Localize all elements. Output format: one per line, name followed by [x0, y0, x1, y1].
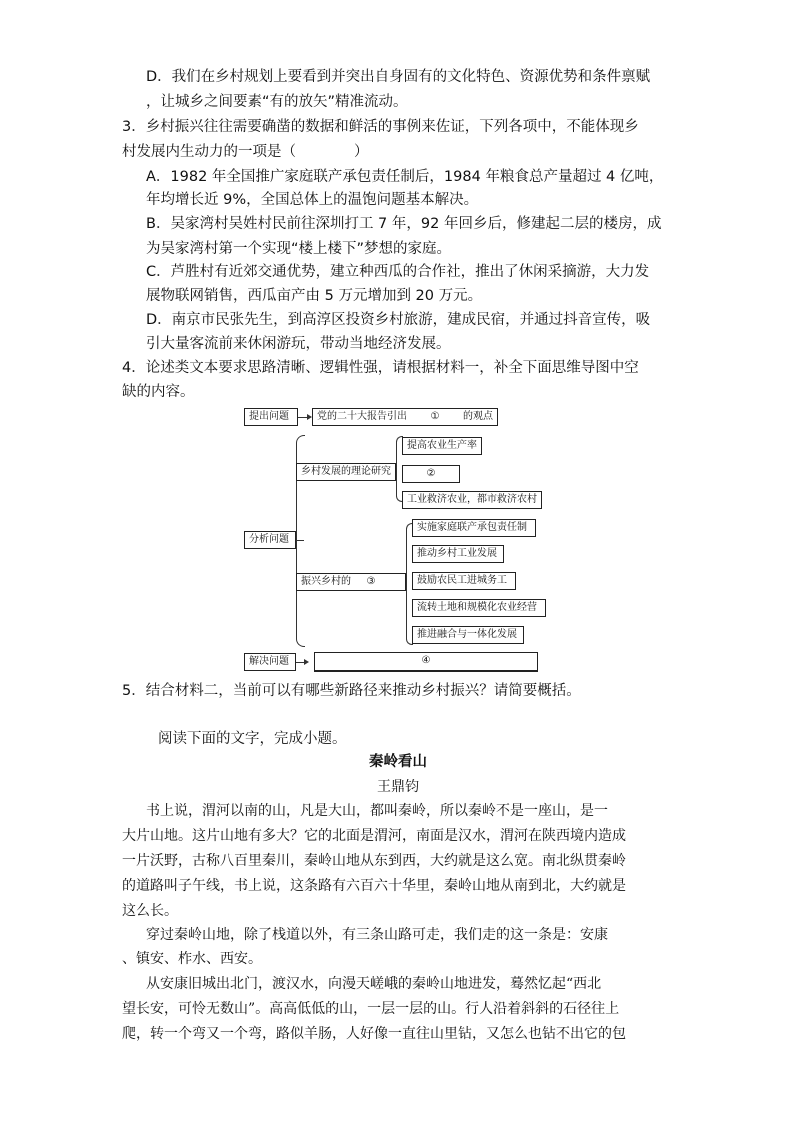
- passage-p2-line2: 、镇安、柞水、西安。: [122, 951, 262, 967]
- solve-problem-blank-box[interactable]: [314, 652, 538, 672]
- raise-suffix: 的观点: [463, 411, 493, 422]
- revive-item-2: [412, 545, 504, 563]
- raise-prefix: 党的二十大报告引出: [317, 411, 407, 422]
- revive-item-4: [412, 599, 546, 617]
- passage-p1-line1: 书上说，渭河以南的山，凡是大山，都叫秦岭，所以秦岭不是一座山，是一: [146, 803, 608, 819]
- raise-problem-box: [244, 408, 298, 426]
- revive-item-2-text: 推动乡村工业发展: [417, 548, 497, 559]
- blank-4[interactable]: ④: [421, 655, 431, 666]
- revive-item-3: [412, 572, 516, 590]
- reading-instruction: 阅读下面的文字，完成小题。: [158, 731, 347, 747]
- theory-item-1-text: 提高农业生产率: [407, 440, 477, 451]
- option-d-cont: 引大量客流前来休闲游玩，带动当地经济发展。: [146, 336, 451, 352]
- raise-problem-label: 提出问题: [249, 411, 289, 422]
- option-c: C．芦胜村有近郊交通优势，建立种西瓜的合作社，推出了休闲采摘游，大力发: [146, 264, 650, 280]
- passage-p1-line2: 大片山地。这片山地有多大？它的北面是渭河，南面是汉水，渭河在陕西境内造成: [122, 828, 626, 844]
- option-d-prev-line1: D．我们在乡村规划上要看到并突出自身固有的文化特色、资源优势和条件禀赋: [146, 69, 651, 85]
- blank-3[interactable]: ③: [351, 574, 391, 591]
- option-c-cont: 展物联网销售，西瓜亩产由 5 万元增加到 20 万元。: [146, 288, 483, 304]
- connector: [296, 662, 304, 663]
- passage-p3-line3: 爬，转一个弯又一个弯，路似羊肠，人好像一直往山里钻，又怎么也钻不出它的包: [122, 1026, 626, 1042]
- option-b-cont: 为吴家湾村第一个实现“楼上楼下”梦想的家庭。: [146, 241, 452, 257]
- question-3-stem: 3．乡村振兴往往需要确凿的数据和鲜活的事例来佐证，下列各项中，不能体现乡: [122, 119, 639, 135]
- theory-item-1: [402, 437, 482, 455]
- option-a: A．1982 年全国推广家庭联产承包责任制后，1984 年粮食总产量超过 4 亿吨，: [146, 169, 664, 185]
- mind-map: [240, 403, 550, 675]
- passage-p1-line4: 的道路叫子午线，书上说，这条路有六百六十华里，秦岭山地从南到北，大约就是: [122, 878, 626, 894]
- raise-problem-content-box: [312, 408, 498, 426]
- revive-item-5-text: 推进融合与一体化发展: [417, 629, 517, 640]
- revive-village-box: [296, 573, 406, 591]
- revive-item-1-text: 实施家庭联产承包责任制: [417, 522, 527, 533]
- theory-item-3: [402, 491, 542, 509]
- option-d-prev-line2: ，让城乡之间要素“有的放矢”精准流动。: [146, 94, 408, 110]
- passage-p1-line3: 一片沃野，古称八百里秦川，秦岭山地从东到西，大约就是这么宽。南北纵贯秦岭: [122, 853, 626, 869]
- option-a-cont: 年均增长近 9%，全国总体上的温饱问题基本解决。: [146, 192, 479, 208]
- blank-1[interactable]: ①: [407, 409, 463, 426]
- arrow-icon: [304, 659, 309, 665]
- blank-2[interactable]: ②: [426, 468, 436, 479]
- theory-research-label: 乡村发展的理论研究: [301, 466, 391, 477]
- question-5-stem: 5．结合材料二，当前可以有哪些新路径来推动乡村振兴？请简要概括。: [122, 683, 581, 699]
- option-b: B．吴家湾村吴姓村民前往深圳打工 7 年，92 年回乡后，修建起二层的楼房，成: [146, 216, 662, 232]
- passage-p3-line1: 从安康旧城出北门，渡汉水，向漫天嵯峨的秦岭山地进发，蓦然忆起“西北: [146, 976, 602, 992]
- passage-author: 王鼎钧: [377, 779, 419, 795]
- solve-problem-label: 解决问题: [249, 656, 289, 667]
- analyze-problem-box: [244, 531, 296, 549]
- option-d: D．南京市民张先生，到高淳区投资乡村旅游，建成民宿，并通过抖音宣传，吸: [146, 312, 651, 328]
- analyze-problem-label: 分析问题: [249, 534, 289, 545]
- passage-title: 秦岭看山: [369, 753, 427, 770]
- question-4-stem-cont: 缺的内容。: [122, 384, 195, 400]
- revive-item-1: [412, 519, 536, 537]
- revive-item-4-text: 流转土地和规模化农业经营: [417, 602, 537, 613]
- revive-item-3-text: 鼓励农民工进城务工: [417, 575, 507, 586]
- question-4-stem: 4．论述类文本要求思路清晰、逻辑性强，请根据材料一，补全下面思维导图中空: [122, 360, 639, 376]
- revive-prefix: 振兴乡村的: [301, 576, 351, 587]
- passage-p3-line2: 望长安，可怜无数山”。高高低低的山，一层一层的山。行人沿着斜斜的石径往上: [122, 1001, 620, 1017]
- passage-p1-line5: 这么长。: [122, 903, 178, 919]
- passage-p2-line1: 穿过秦岭山地，除了栈道以外，有三条山路可走，我们走的这一条是：安康: [146, 927, 608, 943]
- question-3-stem-cont: 村发展内生动力的一项是（ ）: [122, 144, 369, 160]
- theory-item-2-blank[interactable]: [402, 465, 460, 483]
- theory-item-3-text: 工业救济农业，都市救济农村: [407, 494, 537, 505]
- theory-research-box: [296, 463, 396, 481]
- solve-problem-box: [244, 653, 296, 671]
- revive-item-5: [412, 626, 524, 644]
